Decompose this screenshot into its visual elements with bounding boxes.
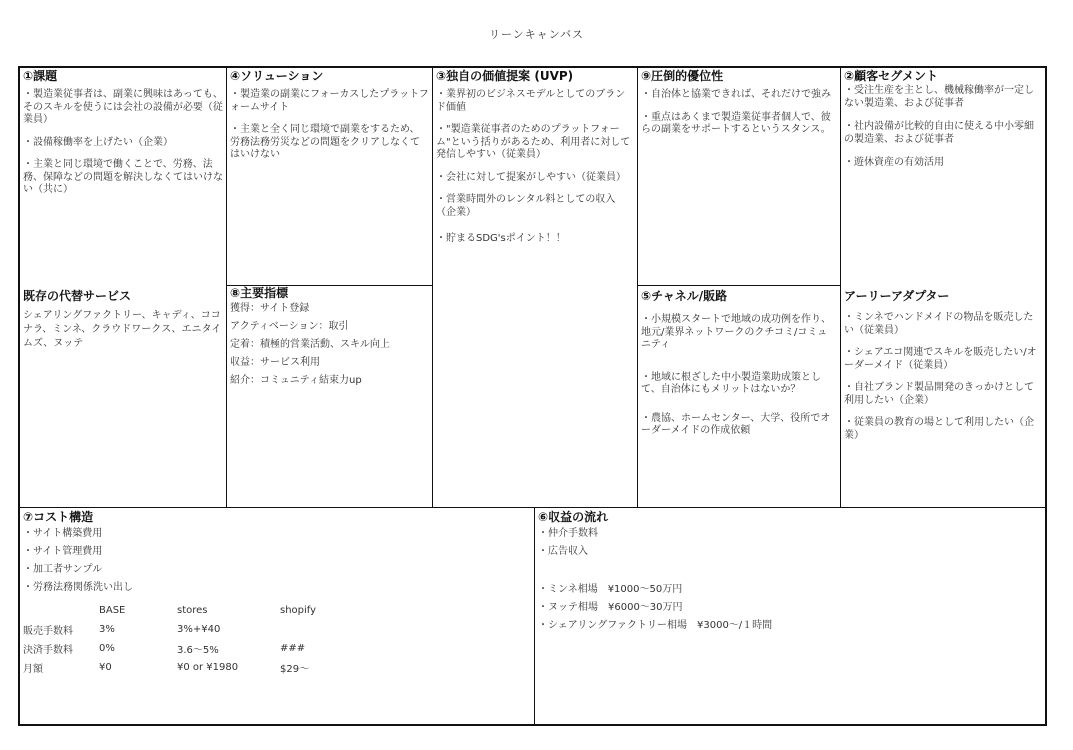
fee-table-cell: 3%+¥40 [177, 624, 221, 635]
segments-item: ・受注生産を主とし、機械稼働率が一定しない製造業、および従事者 [844, 85, 1034, 109]
cost-item: ・サイト構築費用 [23, 528, 103, 539]
alternatives-cell [20, 288, 226, 506]
channels-item: ・小規模スタートで地域の成功例を作り、地元/業界ネットワークのクチコミ/コミュニティ [641, 314, 831, 350]
early-adopters-item: ・従業員の教育の場として利用したい（企業） [844, 417, 1034, 441]
fee-table-cell: ¥0 [99, 662, 112, 673]
fee-table [23, 601, 380, 677]
advantage-cell [638, 68, 840, 283]
uvp-item: ・貯まるSDG'sポイント！！ [436, 233, 566, 244]
revenue-heading: ⑥収益の流れ [538, 510, 609, 524]
revenue-item: ・広告収入 [538, 546, 588, 557]
fee-table-cell: 決済手数料 [23, 645, 73, 656]
lean-canvas [18, 66, 1046, 726]
alternatives-item: シェアリングファクトリー、キャディ、ココナラ、ミンネ、クラウドワークス、エニタイムズ、ヌッテ [23, 310, 222, 349]
problem-cell [20, 68, 226, 283]
problem-item: ・設備稼働率を上げたい（企業） [23, 136, 173, 148]
fee-table-header [23, 601, 380, 620]
key-metrics-heading: ⑧主要指標 [230, 286, 289, 300]
segments-heading: ②顧客セグメント [844, 69, 939, 83]
uvp-item: ・営業時間外のレンタル料としての収入（企業） [436, 194, 616, 218]
early-adopters-item: ・ミンネでハンドメイドの物品を販売したい（従業員） [844, 312, 1034, 336]
border-right [1045, 66, 1047, 726]
uvp-heading: ③独自の価値提案 (UVP) [436, 69, 574, 83]
segments-item: ・遊休資産の有効活用 [844, 157, 944, 168]
uvp-item: ・業界初のビジネスモデルとしてのブランド価値 [436, 89, 626, 113]
divider-middle [18, 507, 1047, 508]
solution-cell [227, 68, 432, 283]
segments-item: ・社内設備が比較的自由に使える中小零細の製造業、および従事者 [844, 121, 1034, 145]
fee-table-row [23, 620, 380, 639]
market-price-item: ・ヌッテ相場 ¥6000〜30万円 [538, 602, 683, 613]
fee-table-cell: 0% [99, 643, 115, 654]
revenue-cell [535, 509, 1045, 723]
advantage-item: ・自治体と協業できれば、それだけで強み [641, 89, 831, 100]
problem-item: ・主業と同じ環境で働くことで、労務、法務、保障などの問題を解決しなくてはいけない（共に） [23, 159, 223, 195]
fee-table-cell: 月額 [23, 664, 43, 675]
advantage-item: ・重点はあくまで製造業従事者個人で、彼らの副業をサポートするというスタンス。 [641, 111, 831, 135]
channels-item: ・地域に根ざした中小製造業助成策として、自治体にもメリットはないか？ [641, 371, 821, 395]
market-price-item: ・シェアリングファクトリー相場 ¥3000〜/１時間 [538, 620, 773, 631]
fee-table-cell [280, 620, 380, 639]
solution-item: ・製造業の副業にフォーカスしたプラットフォームサイト [230, 89, 429, 113]
fee-table-header-cell [23, 601, 99, 620]
cost-item: ・サイト管理費用 [23, 546, 103, 557]
fee-table-cell: ### [280, 643, 306, 654]
solution-item: ・主業と全く同じ環境で副業をするため、労務法務労災などの問題をクリアしなくてはいけない [230, 124, 420, 160]
key-metrics-item: 紹介：コミュニティ結束力up [230, 375, 362, 386]
cost-cell [20, 509, 534, 723]
key-metrics-item: 収益：サービス利用 [230, 357, 320, 368]
alternatives-heading: 既存の代替サービス [23, 289, 132, 303]
fee-table-cell: $29〜 [280, 664, 310, 675]
channels-heading: ⑤チャネル/販路 [641, 289, 728, 303]
early-adopters-cell [841, 288, 1045, 506]
channels-item: ・農協、ホームセンター、大学、役所でオーダーメイドの作成依頼 [641, 412, 831, 436]
early-adopters-item: ・シェアエコ関連でスキルを販売したい/オーダーメイド（従業員） [844, 347, 1037, 371]
fee-table-row [23, 658, 380, 677]
cost-item: ・労務法務関係洗い出し [23, 582, 133, 593]
segments-cell [841, 68, 1045, 283]
uvp-cell [433, 68, 637, 506]
key-metrics-item: 獲得：サイト登録 [230, 303, 310, 314]
key-metrics-cell [227, 286, 432, 506]
early-adopters-item: ・自社ブランド製品開発のきっかけとして利用したい（企業） [844, 382, 1034, 406]
fee-table-cell: 販売手数料 [23, 626, 73, 637]
fee-table-cell: ¥0 or ¥1980 [177, 662, 239, 673]
channels-cell [638, 288, 840, 506]
market-price-item: ・ミンネ相場 ¥1000〜50万円 [538, 584, 683, 595]
cost-item: ・加工者サンプル [23, 564, 103, 575]
key-metrics-item: 定着：積極的営業活動、スキル向上 [230, 339, 390, 350]
divider-advantage [637, 285, 841, 286]
advantage-heading: ⑨圧倒的優位性 [641, 69, 724, 83]
fee-table-header-cell: stores [177, 605, 208, 616]
fee-table-cell: 3% [99, 624, 115, 635]
border-bottom [18, 724, 1047, 726]
early-adopters-heading: アーリーアダプター [844, 289, 950, 303]
problem-heading: ①課題 [23, 69, 58, 83]
fee-table-header-cell: shopify [280, 605, 317, 616]
uvp-item: ・"製造業従事者のためのプラットフォーム"という括りがあるため、利用者に対して発信しやすい（従業員） [436, 124, 631, 160]
solution-heading: ④ソリューション [230, 69, 324, 83]
page-title: リーンキャンバス [488, 28, 584, 41]
problem-item: ・製造業従事者は、副業に興味はあっても、そのスキルを使うには会社の設備が必要（従業員） [23, 89, 223, 125]
key-metrics-item: アクティベーション：取引 [230, 321, 349, 332]
cost-heading: ⑦コスト構造 [23, 510, 94, 524]
fee-table-cell: 3.6〜5% [177, 645, 219, 656]
fee-table-header-cell: BASE [99, 605, 126, 616]
fee-table-row [23, 639, 380, 658]
uvp-item: ・会社に対して提案がしやすい（従業員） [436, 171, 626, 183]
revenue-item: ・仲介手数料 [538, 528, 598, 539]
